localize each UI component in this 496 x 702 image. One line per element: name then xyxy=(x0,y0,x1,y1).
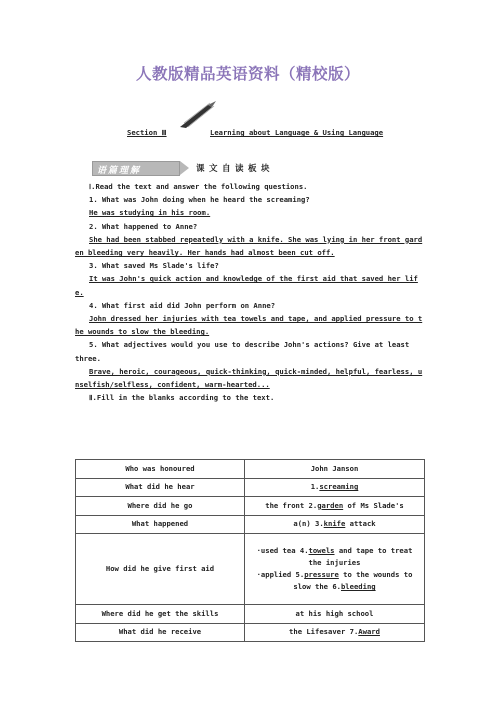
row-question: What did he hear xyxy=(76,478,245,497)
first-aid-line-2: ·applied 5.pressure to the wounds to slow the 6.bleeding xyxy=(256,570,413,591)
blank-answer: towels xyxy=(308,546,335,555)
blank-answer: garden xyxy=(317,500,344,510)
row-answer: John Janson xyxy=(245,460,425,479)
row-answer: 1.screaming xyxy=(245,478,425,497)
row-question: Where did he get the skills xyxy=(76,605,245,624)
pen-icon xyxy=(178,101,218,129)
row-answer: a(n) 3.knife attack xyxy=(245,515,425,534)
table-row xyxy=(76,497,425,516)
question-3: 3. What saved Ms Slade's life? xyxy=(89,261,219,271)
row-answer xyxy=(245,534,425,605)
part1-instruction: Ⅰ.Read the text and answer the following questions. xyxy=(89,182,308,191)
blank-answer: screaming xyxy=(319,482,359,492)
answer-3: It was John's quick action and knowledge of the first aid that saved her life. xyxy=(75,274,418,297)
questions-section xyxy=(75,180,425,404)
row-answer: at his high school xyxy=(245,605,425,624)
fill-blanks-table xyxy=(75,459,425,642)
row-question: What did he receive xyxy=(76,623,245,642)
answer-2: She had been stabbed repeatedly with a knife. She was lying in her front garden bleeding very heavily. Her hands had almost been cut off. xyxy=(75,234,423,258)
banner-badge: 语篇理解 xyxy=(92,161,180,176)
row-question: How did he give first aid xyxy=(76,534,245,605)
blank-answer: Award xyxy=(358,627,380,637)
section-topic: Learning about Language & Using Language xyxy=(210,128,384,137)
blank-answer: pressure xyxy=(304,570,339,579)
first-aid-line-1: ·used tea 4.towels and tape to treat the injuries xyxy=(256,546,413,567)
question-1: 1. What was John doing when he heard the screaming? xyxy=(89,195,310,205)
question-5: 5. What adjectives would you use to describe John's actions? Give at least three. xyxy=(75,340,410,363)
row-question: Who was honoured xyxy=(76,460,245,479)
question-2: 2. What happened to Anne? xyxy=(89,221,198,231)
table-row xyxy=(76,623,425,642)
blank-answer: bleeding xyxy=(340,582,376,591)
page-title: 人教版精品英语资料（精校版） xyxy=(135,65,360,83)
table-row xyxy=(76,515,425,534)
row-answer: the Lifesaver 7.Award xyxy=(245,623,425,642)
blank-answer: knife xyxy=(323,519,346,529)
part2-instruction: Ⅱ.Fill in the blanks according to the text. xyxy=(89,393,275,403)
row-question: Where did he go xyxy=(76,497,245,516)
row-answer: the front 2.garden of Ms Slade's xyxy=(245,497,425,516)
banner-label: 课文自读板块 xyxy=(196,164,275,174)
table-row xyxy=(76,534,425,605)
answer-5: Brave, heroic, courageous, quick-thinking, quick-minded, helpful, fearless, unselfish/selfless, confident, warm-hearted... xyxy=(75,366,423,390)
row-question: What happened xyxy=(76,515,245,534)
banner-arrow-icon xyxy=(180,161,189,175)
question-4: 4. What first aid did John perform on Anne? xyxy=(89,300,276,310)
answer-4: John dressed her injuries with tea towels and tape, and applied pressure to the wounds to slow the bleeding. xyxy=(75,314,423,337)
table-row xyxy=(76,605,425,624)
answer-1: He was studying in his room. xyxy=(89,208,211,218)
section-number: Section Ⅲ xyxy=(127,128,167,137)
table-row xyxy=(76,460,425,479)
table-row xyxy=(76,478,425,497)
